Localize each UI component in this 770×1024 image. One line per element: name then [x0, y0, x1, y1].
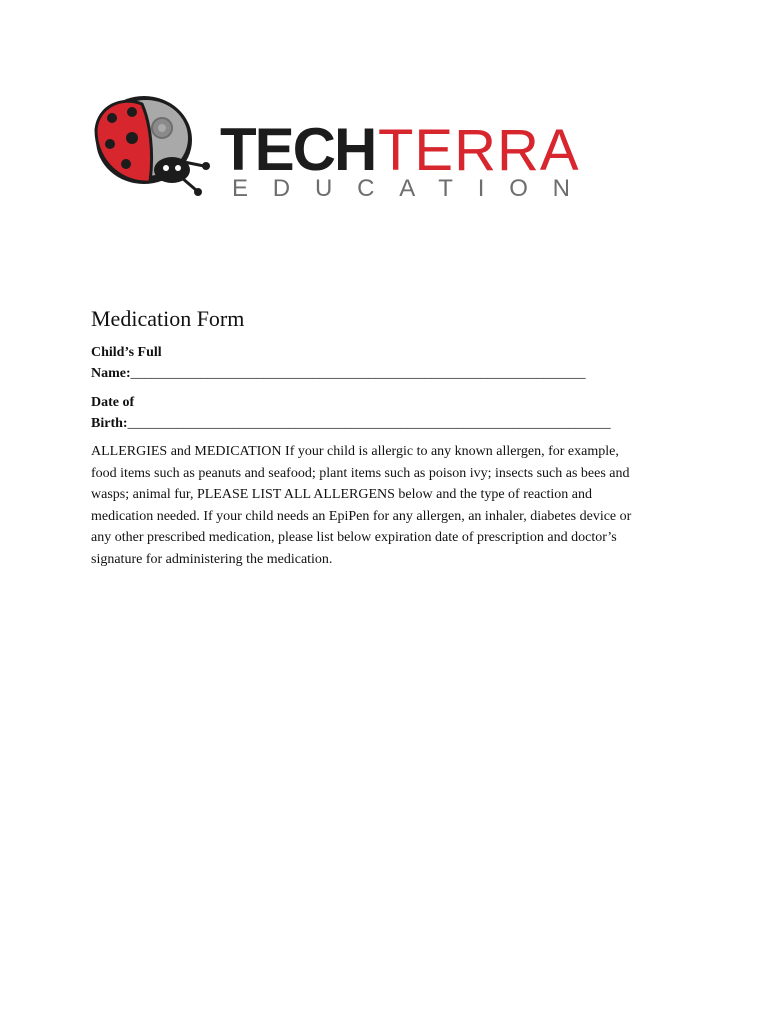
instructions-line: medication needed. If your child needs an EpiPen for any allergen, an inhaler, diabetes device or [91, 508, 632, 524]
instructions-line: food items such as peanuts and seafood; plant items such as poison ivy; insects such as bees and [91, 465, 630, 481]
child-name-line [91, 363, 586, 384]
dob-label-line2: Birth: [91, 416, 128, 431]
logo-graphic [92, 92, 582, 204]
dob-blank[interactable]: _____________________________________________________________________ [127, 416, 611, 431]
logo-word-tech: TECH [220, 116, 376, 183]
logo-word-terra: TERRA [378, 118, 580, 183]
instructions-line: any other prescribed medication, please list below expiration date of prescription and doctor’s [91, 530, 617, 545]
dob-line [91, 413, 611, 434]
page-title: Medication Form [91, 306, 245, 331]
child-name-field [91, 342, 586, 384]
techterra-logo [92, 92, 582, 204]
dob-label-line1: Date of [91, 395, 135, 410]
date-of-birth-field [91, 392, 611, 434]
instructions-line: signature for administering the medication. [91, 551, 333, 567]
child-name-label-line1: Child’s Full [91, 345, 162, 360]
logo-word-education: EDUCATION [232, 175, 570, 202]
child-name-blank[interactable]: _________________________________________________________________ [130, 366, 586, 381]
child-name-label-line2: Name: [91, 366, 131, 381]
ladybug-icon [96, 96, 210, 196]
instructions-line: wasps; animal fur, PLEASE LIST ALL ALLERGENS below and the type of reaction and [91, 487, 593, 502]
allergy-instructions [91, 441, 691, 570]
instructions-line: ALLERGIES and MEDICATION If your child is allergic to any known allergen, for example, [91, 444, 619, 459]
